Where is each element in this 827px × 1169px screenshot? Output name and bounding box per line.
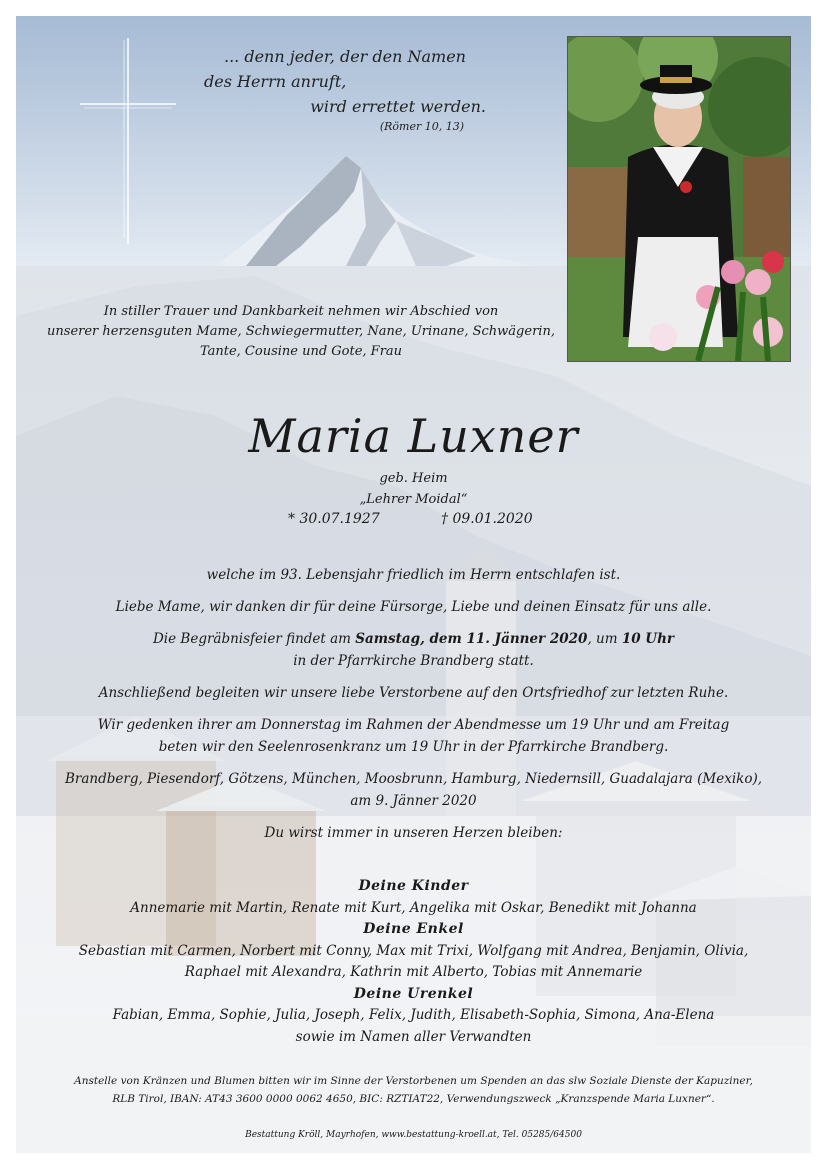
grandchildren-names-2: Raphael mit Alexandra, Kathrin mit Alberto, Tobias mit Annemarie [184,964,643,980]
children-heading: Deine Kinder [358,878,469,894]
cross-icon [80,38,176,244]
donation-line-1: Anstelle von Kränzen und Blumen bitten wir im Sinne der Verstorbenen um Spenden an das slw Soziale Dienste der Kapuziner, [74,1075,753,1087]
passing-text: welche im 93. Lebensjahr friedlich im Herrn entschlafen ist. [206,567,621,583]
intro-line-2: unserer herzensguten Mame, Schwiegermutter, Nane, Urinane, Schwägerin, [47,324,555,339]
birth-date: * 30.07.1927 [288,511,380,527]
memorial-text [16,714,811,758]
donation-request [16,1072,811,1108]
funeral-location: in der Pfarrkirche Brandberg statt. [293,653,534,669]
verse-reference: (Römer 10, 13) [379,120,464,133]
funeral-text-mid: , um [587,631,622,647]
remembrance-text: Du wirst immer in unseren Herzen bleiben: [264,825,563,841]
funeral-date: Samstag, dem 11. Jänner 2020 [355,631,588,647]
undertaker-info: Bestattung Kröll, Mayrhofen, www.bestattung-kroell.at, Tel. 05285/64500 [245,1130,582,1140]
burial-text: Anschließend begleiten wir unsere liebe Verstorbene auf den Ortsfriedhof zur letzten Ruhe. [98,685,729,701]
mourners-list [16,876,811,1048]
grandchildren-heading: Deine Enkel [363,921,464,937]
place-date: am 9. Jänner 2020 [350,793,477,809]
intro-line-3: Tante, Cousine und Gote, Frau [199,344,403,359]
deceased-name: Maria Luxner [248,409,579,463]
memorial-line-2: beten wir den Seelenrosenkranz um 19 Uhr in der Pfarrkirche Brandberg. [158,739,669,755]
obituary-sheet [16,16,811,1153]
verse-line-3: wird errettet werden. [310,97,486,116]
memorial-line-1: Wir gedenken ihrer am Donnerstag im Rahmen der Abendmesse um 19 Uhr und am Freitag [97,717,730,733]
thanks-text: Liebe Mame, wir danken dir für deine Fürsorge, Liebe und deinen Einsatz für uns alle. [115,599,712,615]
birth-info [16,468,811,510]
relatives-text: sowie im Namen aller Verwandten [295,1028,532,1045]
verse-line-2: des Herrn anruft, [204,72,347,91]
portrait-photo [567,36,791,362]
birth-name: geb. Heim [379,471,448,486]
death-date: † 09.01.2020 [441,511,533,527]
funeral-time: 10 Uhr [621,631,674,647]
great-grandchildren-names: Fabian, Emma, Sophie, Julia, Joseph, Felix, Judith, Elisabeth-Sophia, Simona, Ana-Elena [112,1007,715,1023]
funeral-text-pre: Die Begräbnisfeier findet am [152,631,356,647]
bible-verse [176,44,506,135]
places-text [16,768,811,812]
intro-text [36,302,566,362]
funeral-text [16,628,811,672]
places-line: Brandberg, Piesendorf, Götzens, München, Moosbrunn, Hamburg, Niedernsill, Guadalajara (Mexiko), [64,771,763,787]
obituary-body [16,564,811,854]
donation-line-2: RLB Tirol, IBAN: AT43 3600 0000 0062 4650, BIC: RZTIAT22, Verwendungszweck „Kranzspende Maria Luxner“. [112,1093,715,1105]
intro-line-1: In stiller Trauer und Dankbarkeit nehmen wir Abschied von [103,304,499,319]
grandchildren-names-1: Sebastian mit Carmen, Norbert mit Conny, Max mit Trixi, Wolfgang mit Andrea, Benjamin, Olivia, [78,942,749,959]
nickname: „Lehrer Moidal“ [359,492,468,507]
verse-line-1: ... denn jeder, der den Namen [224,47,466,66]
children-names: Annemarie mit Martin, Renate mit Kurt, Angelika mit Oskar, Benedikt mit Johanna [130,899,697,916]
great-grandchildren-heading: Deine Urenkel [353,985,474,1002]
